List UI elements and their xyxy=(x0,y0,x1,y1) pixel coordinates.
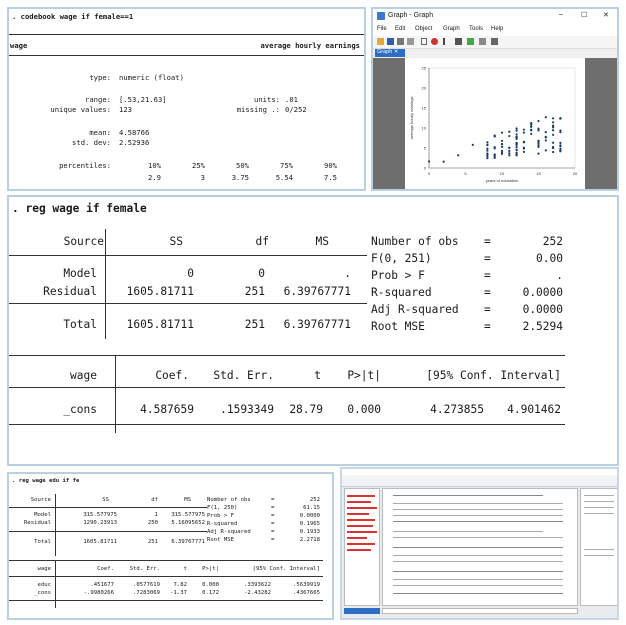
scatter-point xyxy=(501,151,503,153)
scatter-plot xyxy=(405,58,585,191)
scatter-point xyxy=(508,150,510,152)
scatter-point xyxy=(508,131,510,133)
scatter-point xyxy=(516,154,518,156)
std-dev-value: 2.52936 xyxy=(119,138,150,147)
scatter-point xyxy=(516,146,518,148)
missing-value: 0/252 xyxy=(285,105,307,114)
thumb-line xyxy=(393,509,563,510)
divider xyxy=(9,424,565,425)
x-tick-label: 10 xyxy=(499,171,505,176)
copy-icon[interactable] xyxy=(407,38,414,45)
stat-eq: = xyxy=(271,497,275,503)
mean-label: mean: xyxy=(89,128,111,137)
educ-ci-high: .5639919 xyxy=(293,582,320,588)
x-tick-label: 5 xyxy=(464,171,467,176)
cons-p: 0.000 xyxy=(347,403,381,416)
divider xyxy=(9,355,565,356)
scatter-point xyxy=(494,135,496,137)
scatter-point xyxy=(552,134,554,136)
thumb-line xyxy=(393,531,543,532)
stat-label: Prob > F xyxy=(207,513,234,519)
thumb-line xyxy=(393,571,563,572)
scatter-point xyxy=(508,154,510,156)
scatter-point xyxy=(537,128,539,130)
pct-value: 3 xyxy=(200,173,205,182)
cons-ci-low: -2.43282 xyxy=(244,590,271,596)
scatter-point xyxy=(530,133,532,135)
thumb-line xyxy=(347,513,369,515)
scatter-point xyxy=(472,144,474,146)
scatter-point xyxy=(559,131,561,133)
thumb-line xyxy=(393,547,563,548)
scatter-point xyxy=(545,149,547,151)
open-icon[interactable] xyxy=(377,38,384,45)
stat-eq: = xyxy=(484,269,491,282)
scatter-point xyxy=(516,133,518,135)
scatter-point xyxy=(516,143,518,145)
save-icon[interactable] xyxy=(387,38,394,45)
missing-label: missing .: xyxy=(236,105,280,114)
pointer-icon[interactable] xyxy=(443,38,450,45)
unique-values-value: 123 xyxy=(119,105,132,114)
stata-app-icon xyxy=(377,12,385,20)
thumb-line xyxy=(393,593,563,594)
maximize-button[interactable]: ☐ xyxy=(581,12,588,19)
minimize-button[interactable]: – xyxy=(559,11,563,18)
anova-header-ss: SS xyxy=(169,235,183,248)
cons-t: 28.79 xyxy=(289,403,323,416)
thumb-line xyxy=(393,579,563,580)
variable-label: average hourly earnings xyxy=(260,41,360,50)
educ-label: educ xyxy=(37,582,51,588)
thumb-toolbar xyxy=(342,480,617,487)
pct-header: 10% xyxy=(148,161,161,170)
reg-educ-output-panel xyxy=(7,472,334,620)
y-tick-label: 0 xyxy=(423,165,426,171)
graph-titlebar xyxy=(373,9,617,25)
play-icon[interactable] xyxy=(491,38,498,45)
variable-name: wage xyxy=(10,41,28,50)
type-value: numeric (float) xyxy=(119,73,184,82)
thumb-line xyxy=(393,503,563,504)
scatter-point xyxy=(559,150,561,152)
divider xyxy=(9,600,323,601)
scatter-point xyxy=(501,146,503,148)
reg-command: . reg wage if female xyxy=(12,202,147,215)
menu-help[interactable]: Help xyxy=(491,26,504,32)
cons-ci-low: 4.273855 xyxy=(430,403,484,416)
scatter-point xyxy=(508,147,510,149)
percentiles-label: percentiles: xyxy=(59,161,111,170)
stat-value: 252 xyxy=(309,497,320,503)
mean-value: 4.58766 xyxy=(119,128,150,137)
cons-t: -1.37 xyxy=(170,590,187,596)
thumb-line xyxy=(393,495,543,496)
scatter-point xyxy=(559,117,561,119)
scatter-point xyxy=(516,127,518,129)
divider xyxy=(9,507,207,508)
scatter-point xyxy=(486,155,488,157)
stat-value: 0.1965 xyxy=(299,521,320,527)
coef-header-coef: Coef. xyxy=(97,566,114,572)
coef-header-t: t xyxy=(183,566,187,572)
scatter-point xyxy=(523,129,525,131)
coef-header-p: P>|t| xyxy=(347,369,381,382)
anova-header-ss: SS xyxy=(102,497,109,503)
scatter-point xyxy=(545,136,547,138)
thumb-line xyxy=(584,501,614,502)
unique-values-label: unique values: xyxy=(50,105,111,114)
scatter-point xyxy=(523,151,525,153)
anova-header-source: Source xyxy=(30,497,51,503)
divider xyxy=(9,531,207,532)
codebook-command: . codebook wage if female==1 xyxy=(12,12,134,21)
y-tick-label: 10 xyxy=(421,125,426,131)
thumb-variables-pane xyxy=(580,488,618,606)
column-divider xyxy=(55,494,56,556)
graph-window xyxy=(371,7,619,191)
range-value: [.53,21.63] xyxy=(119,95,167,104)
cons-coef: -.9980266 xyxy=(83,590,114,596)
graph-plot-area xyxy=(405,58,585,191)
stat-eq: = xyxy=(271,529,275,535)
scatter-point xyxy=(530,126,532,128)
total-label: Total xyxy=(34,539,51,545)
stat-eq: = xyxy=(271,521,275,527)
thumb-review-pane xyxy=(344,488,380,606)
x-tick-label: 15 xyxy=(536,171,541,176)
coef-header-se: Std. Err. xyxy=(213,369,274,382)
scatter-point xyxy=(523,132,525,134)
scatter-point xyxy=(545,116,547,118)
cons-ci-high: 4.901462 xyxy=(507,403,561,416)
scatter-point xyxy=(552,126,554,128)
scatter-point xyxy=(530,129,532,131)
menu-tools[interactable]: Tools xyxy=(469,26,484,32)
model-label: Model xyxy=(63,267,97,280)
stat-label: R-squared xyxy=(207,521,238,527)
model-ss: 315.577975 xyxy=(83,512,117,518)
scatter-point xyxy=(516,129,518,131)
reg-female-output-panel xyxy=(7,195,619,466)
cons-se: .1593349 xyxy=(220,403,274,416)
pct-value: 2.9 xyxy=(148,173,161,182)
cons-ci-high: .4367665 xyxy=(293,590,320,596)
window-title: Graph - Graph xyxy=(388,12,434,19)
scatter-point xyxy=(552,142,554,144)
educ-t: 7.82 xyxy=(173,582,187,588)
stat-value: 0.0000 xyxy=(299,513,320,519)
thumb-line xyxy=(347,501,371,503)
stat-value: 252 xyxy=(542,235,563,248)
educ-se: .0577619 xyxy=(133,582,160,588)
thumb-line xyxy=(584,513,614,514)
stat-value: 0.1933 xyxy=(299,529,320,535)
total-ss: 1605.81711 xyxy=(83,539,117,545)
stat-label: Prob > F xyxy=(371,269,425,282)
total-df: 251 xyxy=(147,539,158,545)
units-label: units: xyxy=(254,95,280,104)
reg-command: . reg wage edu if fe xyxy=(12,478,80,484)
thumb-line xyxy=(393,515,563,516)
scatter-point xyxy=(552,146,554,148)
stat-value: 0.00 xyxy=(536,252,563,265)
educ-p: 0.000 xyxy=(202,582,219,588)
scatter-point xyxy=(530,123,532,125)
thumb-line xyxy=(347,519,375,521)
stat-label: Adj R-squared xyxy=(371,303,459,316)
y-tick-label: 5 xyxy=(423,145,426,151)
x-axis-title: years of education xyxy=(485,178,519,183)
graph-toolbar xyxy=(373,36,617,49)
coef-header-wage: wage xyxy=(70,369,97,382)
rename-icon[interactable] xyxy=(421,38,427,45)
stat-value: 2.2718 xyxy=(299,537,320,543)
graph-menubar xyxy=(373,25,617,36)
text-tool-icon[interactable] xyxy=(455,38,462,45)
anova-header-ms: MS xyxy=(184,497,191,503)
scatter-point xyxy=(508,152,510,154)
anova-header-df: df xyxy=(151,497,158,503)
codebook-output-panel xyxy=(7,7,366,191)
residual-ss: 1605.81711 xyxy=(126,285,194,298)
residual-df: 251 xyxy=(244,285,265,298)
thumb-line xyxy=(393,521,563,522)
stat-value: . xyxy=(556,269,563,282)
divider xyxy=(9,255,367,256)
marker-tool-icon[interactable] xyxy=(479,38,486,45)
total-ms: 6.39767771 xyxy=(171,539,205,545)
scatter-point xyxy=(486,148,488,150)
thumb-line xyxy=(393,555,563,556)
divider xyxy=(9,55,366,56)
pct-header: 90% xyxy=(324,161,337,170)
pct-header: 50% xyxy=(236,161,249,170)
scatter-point xyxy=(457,154,459,156)
y-tick-label: 20 xyxy=(421,85,426,91)
stat-value: 2.5294 xyxy=(522,320,563,333)
units-value: .01 xyxy=(285,95,298,104)
anova-header-source: Source xyxy=(63,235,104,248)
scatter-point xyxy=(516,149,518,151)
scatter-point xyxy=(516,137,518,139)
scatter-point xyxy=(537,144,539,146)
scatter-point xyxy=(501,132,503,134)
residual-label: Residual xyxy=(24,520,51,526)
print-icon[interactable] xyxy=(397,38,404,45)
coef-header-p: P>|t| xyxy=(202,566,219,572)
total-df: 251 xyxy=(244,318,265,331)
y-tick-label: 15 xyxy=(421,105,426,111)
menu-object[interactable]: Object xyxy=(415,26,433,32)
pct-header: 25% xyxy=(192,161,205,170)
cons-se: .7283069 xyxy=(133,590,160,596)
anova-header-df: df xyxy=(255,235,269,248)
scatter-point xyxy=(537,140,539,142)
stat-label: Adj R-squared xyxy=(207,529,251,535)
scatter-point xyxy=(486,141,488,143)
model-label: Model xyxy=(34,512,51,518)
coef-header-ci: [95% Conf. Interval] xyxy=(426,369,561,382)
cons-label: _cons xyxy=(63,403,97,416)
menu-edit[interactable]: Edit xyxy=(395,26,406,32)
stat-label: Number of obs xyxy=(207,497,251,503)
record-icon[interactable] xyxy=(431,38,438,45)
stat-eq: = xyxy=(484,235,491,248)
thumb-line xyxy=(347,507,377,509)
y-tick-label: 25 xyxy=(421,65,426,71)
coef-header-ci: [95% Conf. Interval] xyxy=(252,566,320,572)
thumb-line xyxy=(347,531,377,533)
residual-ms: 5.16095652 xyxy=(171,520,205,526)
stat-eq: = xyxy=(484,286,491,299)
divider xyxy=(9,560,323,561)
graph-tab[interactable]: Graph ✕ xyxy=(375,49,405,57)
scatter-point xyxy=(494,153,496,155)
residual-label: Residual xyxy=(43,285,97,298)
thumb-line xyxy=(347,495,375,497)
scatter-point xyxy=(559,142,561,144)
cons-p: 0.172 xyxy=(202,590,219,596)
scatter-point xyxy=(552,129,554,131)
cons-coef: 4.587659 xyxy=(140,403,194,416)
type-label: type: xyxy=(89,73,111,82)
scatter-point xyxy=(545,131,547,133)
x-tick-label: 0 xyxy=(427,171,431,176)
model-ms: . xyxy=(344,267,351,280)
educ-ci-low: .3393622 xyxy=(244,582,271,588)
divider xyxy=(9,576,323,577)
thumb-line xyxy=(347,549,371,551)
pct-value: 5.54 xyxy=(275,173,293,182)
scatter-point xyxy=(559,145,561,147)
scatter-point xyxy=(537,153,539,155)
scatter-point xyxy=(559,148,561,150)
divider xyxy=(9,387,565,388)
residual-ss: 1290.23913 xyxy=(83,520,117,526)
scatter-point xyxy=(523,141,525,143)
stat-eq: = xyxy=(271,537,275,543)
thumb-line xyxy=(584,495,614,496)
thumb-line xyxy=(347,537,367,539)
stat-label: Number of obs xyxy=(371,235,459,248)
thumb-line xyxy=(584,555,614,556)
stat-label: R-squared xyxy=(371,286,432,299)
thumb-line xyxy=(584,549,614,550)
scatter-point xyxy=(508,135,510,137)
scatter-point xyxy=(523,147,525,149)
std-dev-label: std. dev: xyxy=(72,138,111,147)
stat-value: 61.15 xyxy=(303,505,320,511)
y-axis-title: average hourly earnings xyxy=(409,96,414,140)
educ-coef: .451677 xyxy=(90,582,114,588)
scatter-point xyxy=(443,161,445,163)
scatter-point xyxy=(501,140,503,142)
divider xyxy=(9,34,366,35)
scatter-point xyxy=(552,151,554,153)
thumb-line xyxy=(347,525,373,527)
anova-header-ms: MS xyxy=(315,235,329,248)
menu-graph[interactable]: Graph xyxy=(443,26,460,32)
menu-file[interactable]: File xyxy=(377,26,387,32)
thumb-command-bar xyxy=(344,608,380,614)
model-ms: 315.577975 xyxy=(171,512,205,518)
pct-header: 75% xyxy=(280,161,293,170)
stat-eq: = xyxy=(484,320,491,333)
coef-header-t: t xyxy=(314,369,321,382)
total-ms: 6.39767771 xyxy=(283,318,351,331)
stat-eq: = xyxy=(271,513,275,519)
scatter-point xyxy=(552,117,554,119)
coef-header-wage: wage xyxy=(37,566,51,572)
stat-value: 0.0000 xyxy=(522,303,563,316)
residual-df: 250 xyxy=(147,520,158,526)
scatter-point xyxy=(486,150,488,152)
stat-value: 0.0000 xyxy=(522,286,563,299)
pct-value: 7.5 xyxy=(324,173,337,182)
coef-header-coef: Coef. xyxy=(155,369,189,382)
total-label: Total xyxy=(63,318,97,331)
total-ss: 1605.81711 xyxy=(126,318,194,331)
stat-eq: = xyxy=(271,505,275,511)
close-button[interactable]: ✕ xyxy=(603,12,609,19)
scatter-point xyxy=(545,139,547,141)
thumb-line xyxy=(393,561,563,562)
thumb-command-input[interactable] xyxy=(382,608,578,614)
thumb-line xyxy=(584,507,614,508)
stata-main-window-thumbnail xyxy=(340,467,619,620)
thumb-line xyxy=(347,543,375,545)
residual-ms: 6.39767771 xyxy=(283,285,351,298)
stat-eq: = xyxy=(484,252,491,265)
column-divider xyxy=(105,229,106,339)
stat-label: F(0, 251) xyxy=(371,252,432,265)
divider xyxy=(9,303,367,304)
stat-label: F(1, 250) xyxy=(207,505,238,511)
stat-label: Root MSE xyxy=(371,320,425,333)
model-ss: 0 xyxy=(187,267,194,280)
thumb-line xyxy=(393,585,563,586)
column-divider xyxy=(115,355,116,433)
scatter-point xyxy=(428,160,430,162)
model-df: 0 xyxy=(258,267,265,280)
pct-value: 3.75 xyxy=(231,173,249,182)
stat-eq: = xyxy=(484,303,491,316)
scatter-point xyxy=(501,143,503,145)
x-tick-label: 20 xyxy=(572,171,578,176)
scatter-point xyxy=(486,144,488,146)
range-label: range: xyxy=(85,95,111,104)
scatter-point xyxy=(552,121,554,123)
thumb-results-pane xyxy=(382,488,578,606)
thumb-line xyxy=(393,537,563,538)
scatter-point xyxy=(537,120,539,122)
model-df: 1 xyxy=(154,512,158,518)
coef-header-se: Std. Err. xyxy=(129,566,160,572)
cons-label: _cons xyxy=(34,590,51,596)
stat-label: Root MSE xyxy=(207,537,234,543)
line-tool-icon[interactable] xyxy=(467,38,474,45)
scatter-point xyxy=(494,147,496,149)
